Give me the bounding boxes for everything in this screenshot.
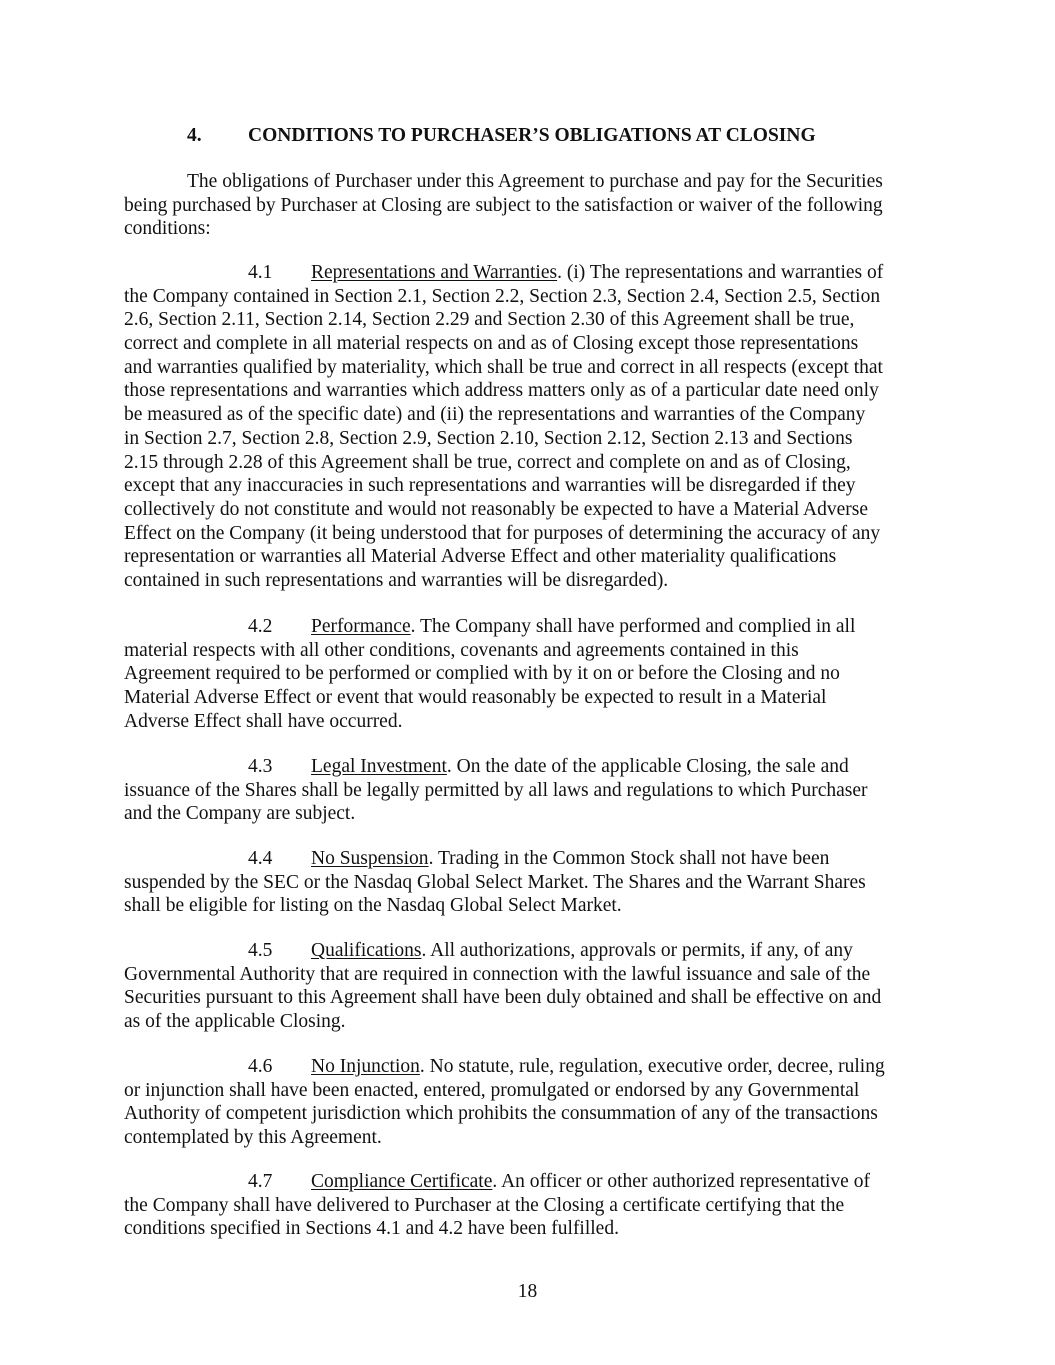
- section-title: No Suspension: [311, 848, 429, 869]
- section-first-line: [124, 261, 932, 285]
- heading-title: CONDITIONS TO PURCHASER’S OBLIGATIONS AT CLOSING: [248, 125, 816, 146]
- section-first-line: [124, 1170, 932, 1194]
- section-line: except that any inaccuracies in such representations and warranties will be disregarded if they: [124, 475, 856, 497]
- section-line: contained in such representations and warranties will be disregarded).: [124, 569, 669, 591]
- section-4-1: [124, 261, 932, 593]
- section-title: No Injunction: [311, 1056, 420, 1077]
- section-number: 4.7: [248, 1171, 273, 1192]
- section-line: conditions specified in Sections 4.1 and 4.2 have been fulfilled.: [124, 1218, 619, 1240]
- section-heading: [187, 124, 816, 148]
- section-4-5: [124, 939, 932, 1034]
- section-line: Agreement required to be performed or complied with by it on or before the Closing and no: [124, 663, 840, 685]
- section-4-6: [124, 1055, 932, 1150]
- section-first-line: [124, 847, 932, 871]
- section-line: Authority of competent jurisdiction which prohibits the consummation of any of the transactions: [124, 1103, 878, 1125]
- page-number: 18: [517, 1281, 538, 1302]
- section-first-line-rest: . Trading in the Common Stock shall not have been: [428, 848, 830, 869]
- section-first-line-rest: . An officer or other authorized representative of: [492, 1171, 870, 1192]
- intro-paragraph: [124, 170, 932, 241]
- section-first-line-rest: . (i) The representations and warranties of: [557, 262, 884, 283]
- section-4-4: [124, 847, 932, 918]
- section-4-7: [124, 1170, 932, 1241]
- section-line: 2.6, Section 2.11, Section 2.14, Section 2.29 and Section 2.30 of this Agreement shall be true,: [124, 309, 855, 331]
- section-line: 2.15 through 2.28 of this Agreement shall be true, correct and complete on and as of Closing,: [124, 451, 851, 473]
- section-number: 4.5: [248, 940, 273, 961]
- section-first-line-rest: . No statute, rule, regulation, executive order, decree, ruling: [419, 1056, 885, 1077]
- section-first-line-rest: . The Company shall have performed and complied in all: [410, 616, 856, 637]
- section-line: Securities pursuant to this Agreement shall have been duly obtained and shall be effective on and: [124, 987, 882, 1009]
- section-line: the Company shall have delivered to Purchaser at the Closing a certificate certifying that the: [124, 1194, 845, 1216]
- section-line: as of the applicable Closing.: [124, 1011, 346, 1033]
- section-first-line: [124, 615, 932, 639]
- section-title: Representations and Warranties: [311, 262, 558, 283]
- section-title: Performance: [311, 616, 411, 637]
- section-line: the Company contained in Section 2.1, Section 2.2, Section 2.3, Section 2.4, Section 2.5, Section: [124, 285, 881, 307]
- section-line: Effect on the Company (it being understood that for purposes of determining the accuracy of any: [124, 522, 881, 544]
- section-first-line: [124, 755, 932, 779]
- heading-number: 4.: [187, 125, 202, 146]
- section-title: Legal Investment: [311, 756, 447, 777]
- section-line: material respects with all other conditions, covenants and agreements contained in this: [124, 639, 799, 661]
- section-number: 4.6: [248, 1056, 273, 1077]
- section-first-line: [124, 1055, 932, 1079]
- section-number: 4.4: [248, 848, 273, 869]
- section-title: Compliance Certificate: [311, 1171, 493, 1192]
- intro-line: The obligations of Purchaser under this Agreement to purchase and pay for the Securities: [187, 171, 883, 192]
- section-number: 4.3: [248, 756, 273, 777]
- intro-line: conditions:: [124, 218, 211, 240]
- section-line: and the Company are subject.: [124, 803, 356, 825]
- section-line: collectively do not constitute and would not reasonably be expected to have a Material Adverse: [124, 498, 869, 520]
- section-title: Qualifications: [311, 940, 422, 961]
- section-line: issuance of the Shares shall be legally permitted by all laws and regulations to which Purchaser: [124, 779, 868, 801]
- section-first-line: [124, 939, 932, 963]
- section-line: shall be eligible for listing on the Nasdaq Global Select Market.: [124, 895, 622, 917]
- section-line: in Section 2.7, Section 2.8, Section 2.9, Section 2.10, Section 2.12, Section 2.13 and Sections: [124, 427, 853, 449]
- section-4-3: [124, 755, 932, 826]
- section-number: 4.2: [248, 616, 273, 637]
- section-line: suspended by the SEC or the Nasdaq Global Select Market. The Shares and the Warrant Shares: [124, 871, 866, 893]
- section-line: Governmental Authority that are required in connection with the lawful issuance and sale of the: [124, 963, 871, 985]
- section-line: Material Adverse Effect or event that would reasonably be expected to result in a Material: [124, 687, 827, 709]
- section-line: Adverse Effect shall have occurred.: [124, 710, 403, 732]
- section-line: correct and complete in all material respects on and as of Closing except those representations: [124, 333, 859, 355]
- section-line: or injunction shall have been enacted, entered, promulgated or endorsed by any Governmental: [124, 1079, 860, 1101]
- section-first-line-rest: . All authorizations, approvals or permits, if any, of any: [421, 940, 853, 961]
- section-4-2: [124, 615, 932, 733]
- section-line: be measured as of the specific date) and (ii) the representations and warranties of the Company: [124, 404, 866, 426]
- section-line: representation or warranties all Material Adverse Effect and other materiality qualifications: [124, 546, 837, 568]
- section-line: those representations and warranties which address matters only as of a particular date need only: [124, 380, 879, 402]
- section-first-line-rest: . On the date of the applicable Closing, the sale and: [446, 756, 849, 777]
- section-number: 4.1: [248, 262, 273, 283]
- section-line: contemplated by this Agreement.: [124, 1127, 382, 1149]
- section-line: and warranties qualified by materiality, which shall be true and correct in all respects (except that: [124, 356, 883, 378]
- intro-line: being purchased by Purchaser at Closing are subject to the satisfaction or waiver of the following: [124, 194, 883, 216]
